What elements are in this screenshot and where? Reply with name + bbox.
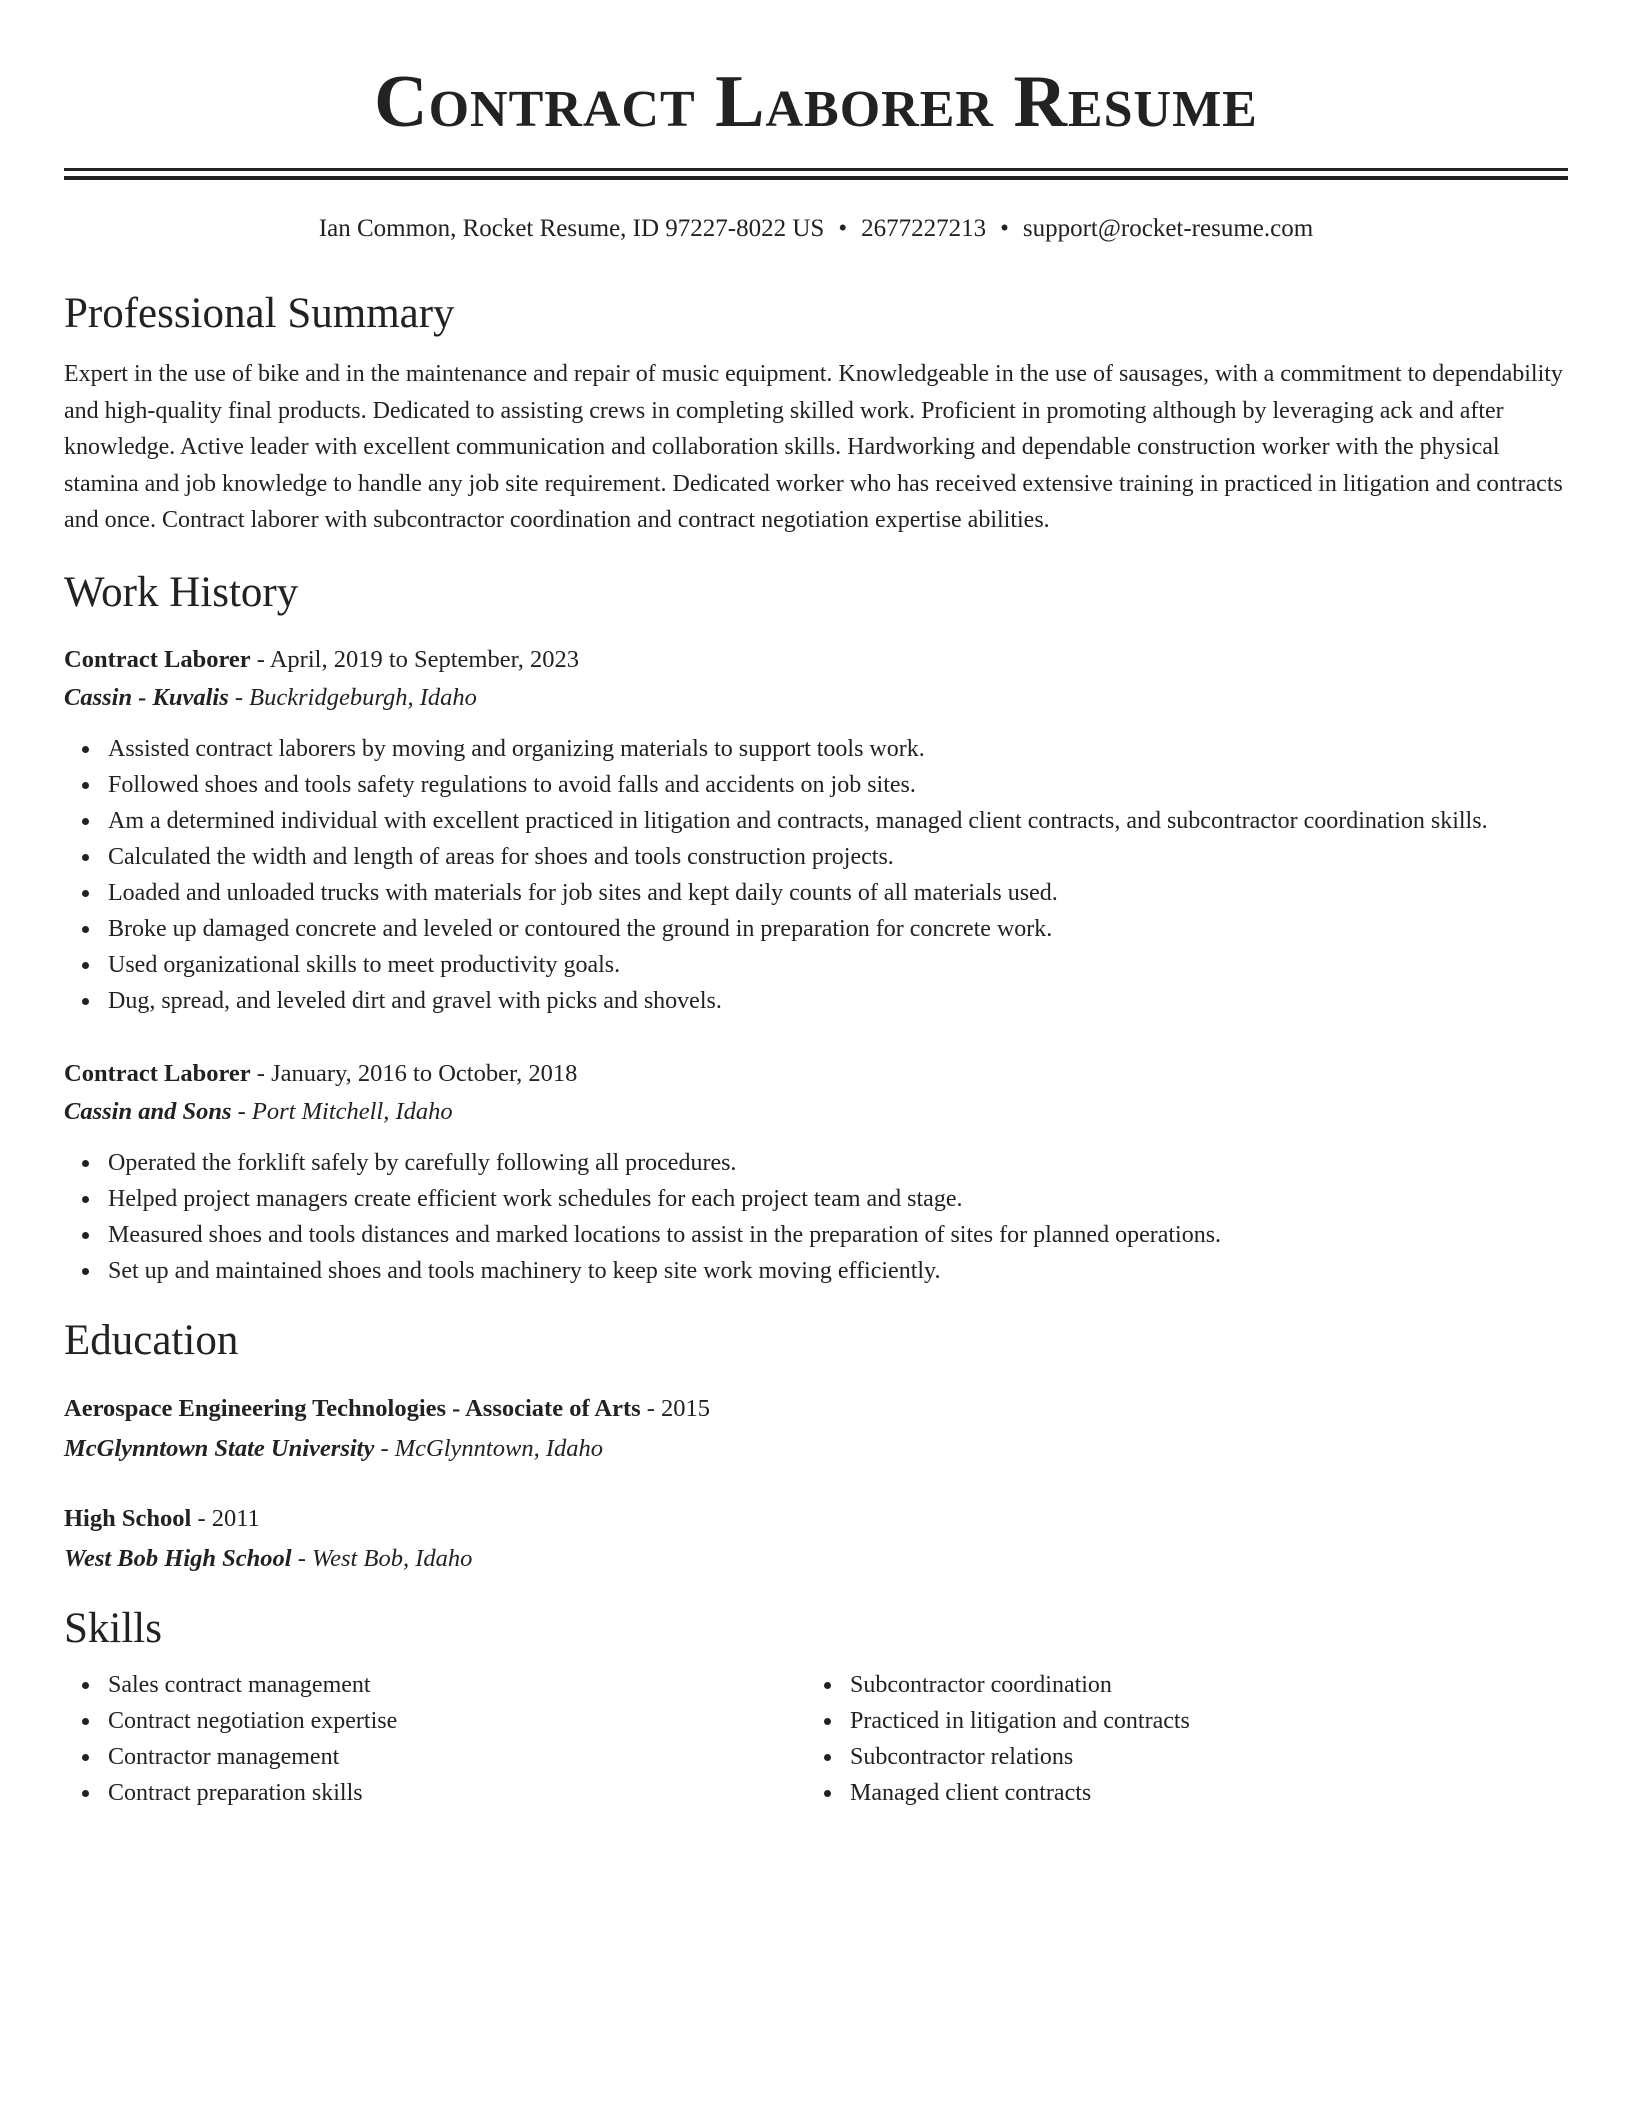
education-degree-line [64, 1499, 1568, 1539]
job-bullet: Set up and maintained shoes and tools machinery to keep site work moving efficiently. [108, 1253, 1568, 1289]
education-school-line [64, 1429, 1568, 1469]
job-location: - Buckridgeburgh, Idaho [228, 683, 477, 711]
job-bullet: Followed shoes and tools safety regulations to avoid falls and accidents on job sites. [108, 767, 1568, 803]
job-entry [64, 641, 1568, 1019]
education-degree: High School [64, 1504, 192, 1532]
resume-title: Contract Laborer Resume [374, 61, 1258, 143]
summary-heading: Professional Summary [64, 290, 455, 337]
job-bullet: Broke up damaged concrete and leveled or contoured the ground in preparation for concrete work. [108, 911, 1568, 947]
job-company-line [64, 1093, 1568, 1131]
job-company: Cassin and Sons [64, 1097, 232, 1125]
education-degree-line [64, 1389, 1568, 1429]
job-title: Contract Laborer [64, 645, 251, 673]
job-bullets [64, 731, 1568, 1019]
job-bullet: Dug, spread, and leveled dirt and gravel with picks and shovels. [108, 983, 1568, 1019]
job-company: Cassin - Kuvalis [64, 683, 229, 711]
skill-item: Sales contract management [108, 1667, 806, 1703]
job-title: Contract Laborer [64, 1059, 251, 1087]
job-bullets [64, 1145, 1568, 1289]
education-school: West Bob High School [64, 1544, 292, 1572]
skills-heading: Skills [64, 1604, 162, 1652]
job-bullet: Am a determined individual with excellent practiced in litigation and contracts, managed client contracts, and subcontractor coordination skills. [108, 803, 1568, 839]
skill-item: Subcontractor coordination [850, 1667, 1548, 1703]
contact-line [64, 213, 1568, 245]
education-entry [64, 1499, 1568, 1579]
job-bullet: Helped project managers create efficient work schedules for each project team and stage. [108, 1181, 1568, 1217]
education-year: - 2015 [640, 1394, 711, 1422]
education-school-line [64, 1539, 1568, 1579]
education-heading: Education [64, 1316, 239, 1364]
skills-columns [64, 1667, 1568, 1811]
contact-separator: • [838, 215, 848, 242]
education-school: McGlynntown State University [64, 1434, 375, 1462]
contact-address: Ian Common, Rocket Resume, ID 97227-8022 US [318, 215, 825, 242]
education-entry [64, 1389, 1568, 1469]
contact-phone: 2677227213 [861, 215, 987, 242]
skills-list-left [64, 1667, 806, 1811]
job-bullet: Assisted contract laborers by moving and organizing materials to support tools work. [108, 731, 1568, 767]
job-location: - Port Mitchell, Idaho [231, 1097, 453, 1125]
contact-separator: • [1000, 215, 1009, 242]
skill-item: Contract preparation skills [108, 1775, 806, 1811]
job-entry [64, 1055, 1568, 1289]
education-location: - West Bob, Idaho [291, 1544, 473, 1572]
title-double-rule [64, 168, 1568, 180]
job-dates: - January, 2016 to October, 2018 [250, 1059, 578, 1087]
job-title-line [64, 641, 1568, 679]
education-year: - 2011 [191, 1504, 260, 1532]
job-title-line [64, 1055, 1568, 1093]
skill-item: Practiced in litigation and contracts [850, 1703, 1548, 1739]
contact-email: support@rocket-resume.com [1022, 215, 1314, 242]
skill-item: Managed client contracts [850, 1775, 1548, 1811]
job-company-line [64, 679, 1568, 717]
job-bullet: Calculated the width and length of areas for shoes and tools construction projects. [108, 839, 1568, 875]
job-bullet: Operated the forklift safely by carefully following all procedures. [108, 1145, 1568, 1181]
skills-list-right [806, 1667, 1548, 1811]
job-bullet: Used organizational skills to meet productivity goals. [108, 947, 1568, 983]
education-location: - McGlynntown, Idaho [374, 1434, 603, 1462]
education-degree: Aerospace Engineering Technologies - Associate of Arts [64, 1394, 641, 1422]
skill-item: Contract negotiation expertise [108, 1703, 806, 1739]
summary-text: Expert in the use of bike and in the maintenance and repair of music equipment. Knowledgeable in the use of sausages, with a commitment to dependability and high-quality final products. Dedicated to assisting crews in completing skilled work. Proficient in promoting although by leveraging ack and after knowledge. Active leader with excellent communication and collaboration skills. Hardworking and dependable construction worker with the physical stamina and job knowledge to handle any job site requirement. Dedicated worker who has received extensive training in practiced in litigation and contracts and once. Contract laborer with subcontractor coordination and contract negotiation expertise abilities. [64, 361, 1563, 533]
job-bullet: Loaded and unloaded trucks with materials for job sites and kept daily counts of all materials used. [108, 875, 1568, 911]
skill-item: Subcontractor relations [850, 1739, 1548, 1775]
job-bullet: Measured shoes and tools distances and marked locations to assist in the preparation of sites for planned operations. [108, 1217, 1568, 1253]
job-dates: - April, 2019 to September, 2023 [250, 645, 580, 673]
skill-item: Contractor management [108, 1739, 806, 1775]
work-history-heading: Work History [64, 568, 299, 616]
